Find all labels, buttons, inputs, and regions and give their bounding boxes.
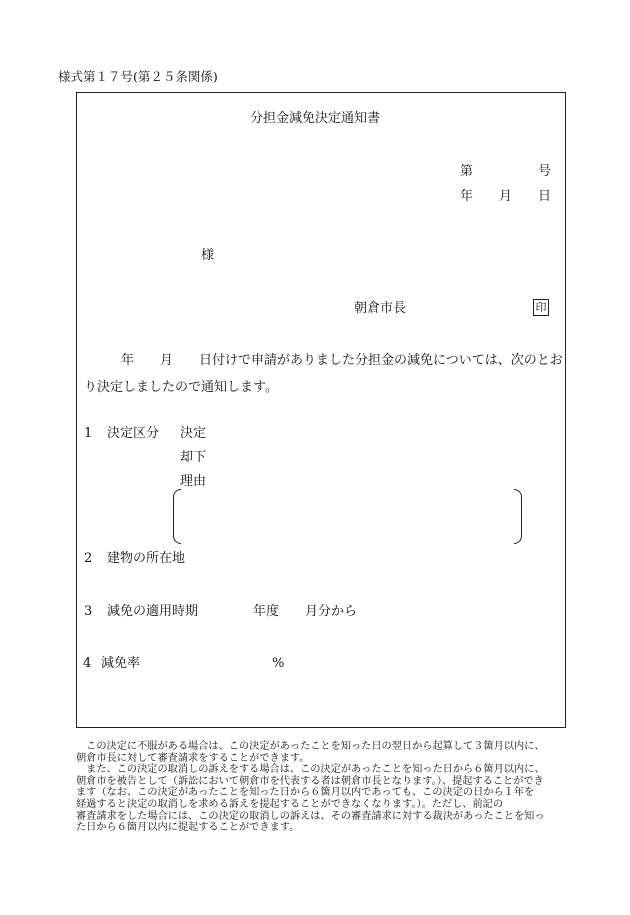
reason-left-bracket — [173, 489, 181, 544]
appeal-notice-line: この決定に不服がある場合は、この決定があったことを知った日の翌日から起算して３箇月以内に、 — [76, 741, 545, 752]
appeal-notice-line: 審査請求をした場合には、この決定の取消しの訴えは、その審査請求に対する裁決があったことを知っ — [76, 810, 545, 822]
item-1-label: 決定区分 — [107, 426, 160, 441]
date-year: 年 — [460, 189, 474, 204]
number-prefix: 第 — [460, 164, 474, 179]
body-line-2: り決定しましたので通知します。 — [84, 380, 278, 395]
document-frame — [76, 92, 566, 728]
issuer-name: 朝倉市長 — [354, 301, 407, 316]
date-month: 月 — [499, 189, 513, 204]
date-day: 日 — [538, 189, 552, 204]
item-4-label: 減免率 — [101, 656, 141, 671]
body-line-1: 日付けで申請がありました分担金の減免については、次のとお — [199, 353, 563, 368]
item-1-reason-label: 理由 — [180, 474, 207, 489]
document-title: 分担金減免決定通知書 — [249, 111, 380, 126]
number-suffix: 号 — [538, 164, 552, 179]
appeal-notice-line: 経過すると決定の取消しを求める訴えを提起することができなくなります。）。ただし、前記の — [76, 798, 504, 810]
item-2-number: 2 — [84, 551, 93, 566]
item-1-option-decision: 決定 — [180, 426, 207, 441]
item-3-label: 減免の適用時期 — [107, 604, 199, 619]
item-3-number: 3 — [84, 604, 93, 619]
form-number-label: 様式第１７号(第２５条関係) — [58, 69, 218, 84]
appeal-notice-line: 朝倉市を被告として（訴訟において朝倉市を代表する者は朝倉市長となります。）、提起することができ — [76, 775, 544, 787]
appeal-notice-line: た日から６箇月以内に提起することができます。 — [76, 822, 300, 834]
body-year: 年 — [121, 353, 135, 368]
appeal-notice-line: 朝倉市長に対して審査請求をすることができます。 — [76, 752, 310, 764]
appeal-notice-line: また、この決定の取消しの訴えをする場合は、この決定があったことを知った日から６箇月以内に、 — [76, 764, 545, 776]
seal-mark: 印 — [533, 299, 549, 316]
item-1-option-rejection: 却下 — [180, 450, 207, 465]
item-4-unit: % — [272, 656, 285, 671]
addressee-suffix: 様 — [201, 248, 215, 263]
appeal-notice — [76, 741, 578, 834]
item-1-number: 1 — [84, 426, 93, 441]
item-3-year-word: 年度 — [253, 604, 280, 619]
item-4-number: 4 — [83, 656, 92, 671]
item-2-label: 建物の所在地 — [107, 551, 186, 566]
reason-right-bracket — [514, 489, 522, 544]
appeal-notice-line: ます（なお、この決定があったことを知った日から６箇月以内であっても、この決定の日から１年を — [76, 787, 535, 799]
item-3-month-word: 月分から — [305, 604, 358, 619]
body-month: 月 — [160, 353, 174, 368]
